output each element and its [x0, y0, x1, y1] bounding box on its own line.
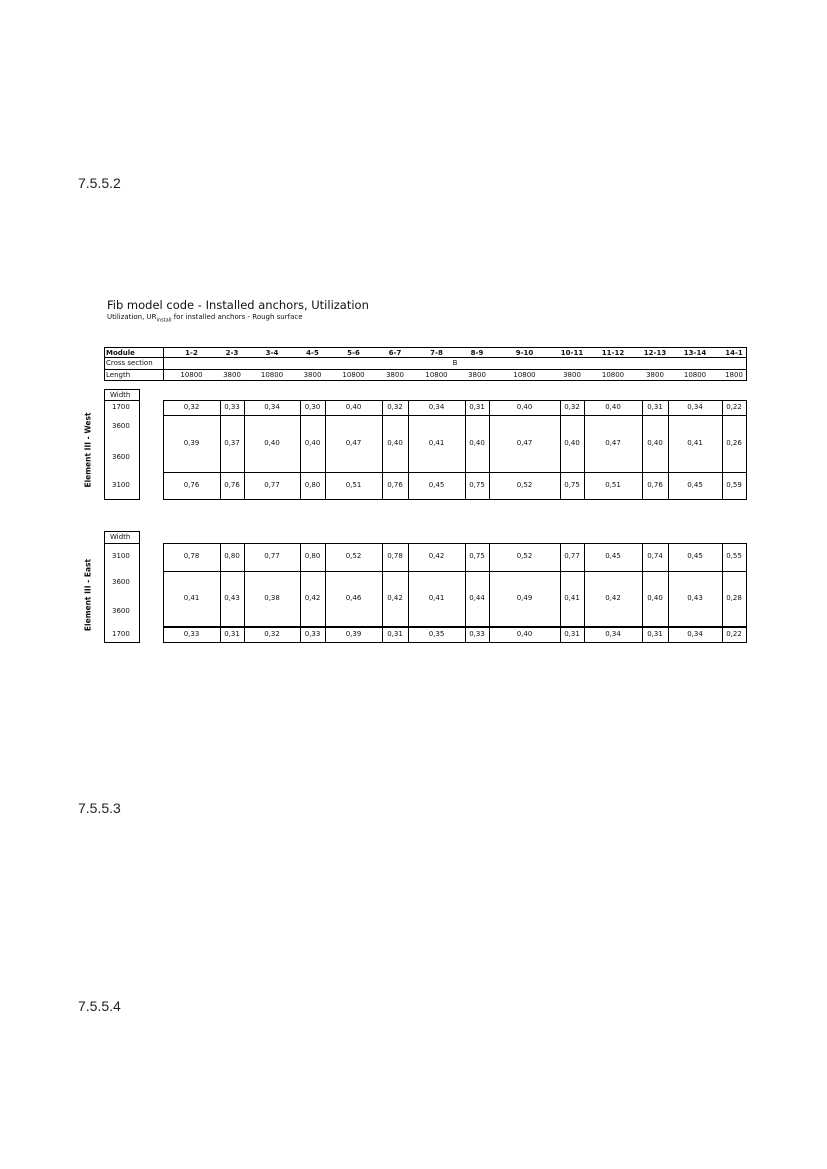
column-divider [408, 400, 409, 500]
module-header: 9-10 [515, 349, 534, 357]
utilization-cell: 0,52 [516, 481, 533, 489]
length-cell: 3800 [646, 371, 664, 379]
module-header: 13-14 [683, 349, 707, 357]
utilization-cell: 0,49 [516, 593, 533, 602]
column-divider [325, 543, 326, 643]
column-divider [300, 400, 301, 500]
row-divider [163, 571, 747, 572]
length-cell: 3800 [563, 371, 581, 379]
module-header: 12-13 [643, 349, 667, 357]
utilization-cell: 0,77 [264, 481, 280, 489]
length-cell: 3800 [303, 371, 322, 379]
utilization-cell: 0,34 [687, 629, 703, 638]
utilization-cell: 0,42 [605, 593, 621, 602]
width-label-divider [104, 400, 140, 401]
utilization-cell: 0,51 [605, 481, 621, 489]
utilization-cell: 0,32 [264, 629, 280, 638]
row-divider [163, 415, 747, 416]
utilization-cell: 0,78 [387, 552, 403, 560]
utilization-cell: 0,40 [647, 438, 663, 447]
utilization-cell: 0,41 [428, 593, 445, 602]
utilization-cell: 0,80 [224, 552, 240, 560]
utilization-cell: 0,45 [687, 552, 703, 560]
width-label: Width [110, 391, 131, 399]
utilization-cell: 0,52 [516, 552, 533, 560]
utilization-cell: 0,77 [264, 552, 280, 560]
utilization-cell: 0,40 [516, 629, 533, 638]
module-header: 14-1 [725, 349, 743, 357]
utilization-cell: 0,45 [687, 481, 703, 489]
column-divider [408, 543, 409, 643]
utilization-cell: 0,34 [687, 402, 703, 411]
section-number-7-5-5-2: 7.5.5.2 [78, 175, 121, 191]
utilization-cell: 0,74 [647, 552, 663, 560]
utilization-cell: 0,78 [183, 552, 200, 560]
width-value: 3600 [112, 453, 130, 461]
length-cell: 3800 [468, 371, 486, 379]
column-divider [560, 400, 561, 500]
utilization-cell: 0,33 [224, 402, 240, 411]
utilization-cell: 0,45 [605, 552, 621, 560]
column-divider [220, 543, 221, 643]
section-number-7-5-5-3: 7.5.5.3 [78, 800, 121, 816]
utilization-cell: 0,55 [726, 552, 742, 560]
utilization-cell: 0,76 [224, 481, 240, 489]
utilization-cell: 0,32 [564, 402, 580, 411]
utilization-cell: 0,52 [345, 552, 362, 560]
utilization-cell: 0,42 [428, 552, 445, 560]
width-value: 3600 [112, 607, 130, 615]
row-divider [163, 626, 747, 628]
utilization-cell: 0,76 [647, 481, 663, 489]
utilization-cell: 0,42 [387, 593, 403, 602]
subtitle-suffix: for installed anchors - Rough surface [171, 313, 303, 321]
column-divider [244, 543, 245, 643]
length-cell: 10800 [601, 371, 625, 379]
module-header: 7-8 [430, 349, 443, 357]
utilization-cell: 0,22 [726, 629, 742, 638]
side-label: Element III - West [83, 412, 93, 488]
column-divider [722, 543, 723, 643]
column-divider [560, 543, 561, 643]
module-header: 3-4 [265, 349, 279, 357]
module-header: 8-9 [470, 349, 484, 357]
length-cell: 10800 [683, 371, 707, 379]
header-row-divider [104, 357, 747, 358]
module-header: 11-12 [601, 349, 625, 357]
column-divider [642, 543, 643, 643]
width-value: 3600 [112, 578, 130, 586]
utilization-cell: 0,31 [387, 629, 403, 638]
utilization-cell: 0,40 [387, 438, 403, 447]
width-column-box [104, 531, 140, 643]
section-number-7-5-5-4: 7.5.5.4 [78, 998, 121, 1014]
utilization-cell: 0,80 [304, 481, 321, 489]
column-divider [584, 543, 585, 643]
width-value: 1700 [112, 402, 130, 411]
utilization-cell: 0,31 [469, 402, 485, 411]
utilization-cell: 0,33 [304, 629, 321, 638]
utilization-cell: 0,31 [647, 402, 663, 411]
column-divider [642, 400, 643, 500]
width-value: 1700 [112, 629, 130, 638]
utilization-cell: 0,47 [516, 438, 533, 447]
utilization-cell: 0,47 [345, 438, 362, 447]
utilization-cell: 0,32 [387, 402, 403, 411]
utilization-cell: 0,75 [564, 481, 580, 489]
column-divider [382, 543, 383, 643]
utilization-cell: 0,33 [469, 629, 485, 638]
column-divider [220, 400, 221, 500]
utilization-cell: 0,22 [726, 402, 742, 411]
utilization-cell: 0,30 [304, 402, 321, 411]
length-cell: 1800 [725, 371, 743, 379]
utilization-cell: 0,51 [345, 481, 362, 489]
column-divider [489, 543, 490, 643]
utilization-cell: 0,44 [469, 593, 485, 602]
utilization-cell: 0,40 [304, 438, 321, 447]
utilization-cell: 0,75 [469, 552, 485, 560]
column-divider [465, 543, 466, 643]
utilization-cell: 0,34 [264, 402, 280, 411]
utilization-cell: 0,76 [387, 481, 403, 489]
column-divider [465, 400, 466, 500]
length-cell: 10800 [425, 371, 448, 379]
utilization-cell: 0,43 [224, 593, 240, 602]
utilization-cell: 0,41 [183, 593, 200, 602]
utilization-cell: 0,40 [564, 438, 580, 447]
column-divider [244, 400, 245, 500]
width-value: 3600 [112, 422, 130, 430]
length-cell: 3800 [386, 371, 404, 379]
utilization-cell: 0,31 [224, 629, 240, 638]
utilization-cell: 0,34 [605, 629, 621, 638]
utilization-cell: 0,47 [605, 438, 621, 447]
utilization-cell: 0,41 [564, 593, 580, 602]
length-cell: 10800 [180, 371, 203, 379]
column-divider [584, 400, 585, 500]
length-label: Length [106, 371, 131, 379]
column-divider [325, 400, 326, 500]
utilization-cell: 0,28 [726, 593, 742, 602]
column-divider [489, 400, 490, 500]
subtitle-prefix: Utilization, UR [107, 313, 157, 321]
utilization-cell: 0,38 [264, 593, 280, 602]
utilization-cell: 0,40 [345, 402, 362, 411]
utilization-cell: 0,77 [564, 552, 580, 560]
utilization-cell: 0,39 [345, 629, 362, 638]
module-header: 1-2 [185, 349, 198, 357]
header-row-divider [104, 369, 747, 370]
column-divider [722, 400, 723, 500]
header-label-divider [163, 347, 164, 381]
utilization-cell: 0,34 [428, 402, 445, 411]
utilization-cell: 0,40 [516, 402, 533, 411]
utilization-cell: 0,26 [726, 438, 742, 447]
utilization-cell: 0,39 [183, 438, 200, 447]
utilization-cell: 0,40 [469, 438, 485, 447]
utilization-cell: 0,40 [264, 438, 280, 447]
utilization-cell: 0,76 [183, 481, 200, 489]
utilization-cell: 0,59 [726, 481, 742, 489]
utilization-cell: 0,40 [647, 593, 663, 602]
cross-section-label: Cross section [106, 359, 153, 367]
column-divider [382, 400, 383, 500]
utilization-cell: 0,31 [647, 629, 663, 638]
width-value: 3100 [112, 481, 130, 489]
utilization-cell: 0,31 [564, 629, 580, 638]
column-divider [668, 543, 669, 643]
length-cell: 10800 [513, 371, 536, 379]
cross-section-value: B [452, 359, 458, 367]
utilization-cell: 0,32 [183, 402, 200, 411]
utilization-cell: 0,43 [687, 593, 703, 602]
width-label-divider [104, 543, 140, 544]
utilization-cell: 0,75 [469, 481, 485, 489]
module-header: 2-3 [225, 349, 239, 357]
subtitle-subscript: install [156, 317, 172, 324]
length-cell: 3800 [223, 371, 241, 379]
length-cell: 10800 [260, 371, 284, 379]
width-label: Width [110, 533, 131, 541]
column-divider [300, 543, 301, 643]
module-header: 4-5 [306, 349, 319, 357]
utilization-cell: 0,80 [304, 552, 321, 560]
utilization-cell: 0,41 [687, 438, 703, 447]
utilization-cell: 0,42 [304, 593, 321, 602]
utilization-cell: 0,46 [345, 593, 362, 602]
utilization-cell: 0,45 [428, 481, 445, 489]
table-subtitle [107, 313, 303, 323]
row-divider [163, 472, 747, 473]
side-label: Element III - East [83, 558, 93, 632]
module-header: 6-7 [388, 349, 402, 357]
module-label: Module [106, 349, 135, 357]
width-value: 3100 [112, 552, 130, 560]
table-title: Fib model code - Installed anchors, Utilization [107, 298, 369, 312]
utilization-cell: 0,33 [183, 629, 200, 638]
utilization-cell: 0,35 [428, 629, 445, 638]
length-cell: 10800 [342, 371, 365, 379]
utilization-cell: 0,41 [428, 438, 445, 447]
column-divider [668, 400, 669, 500]
module-header: 10-11 [560, 349, 584, 357]
utilization-cell: 0,40 [605, 402, 621, 411]
module-header: 5-6 [347, 349, 360, 357]
utilization-cell: 0,37 [224, 438, 240, 447]
